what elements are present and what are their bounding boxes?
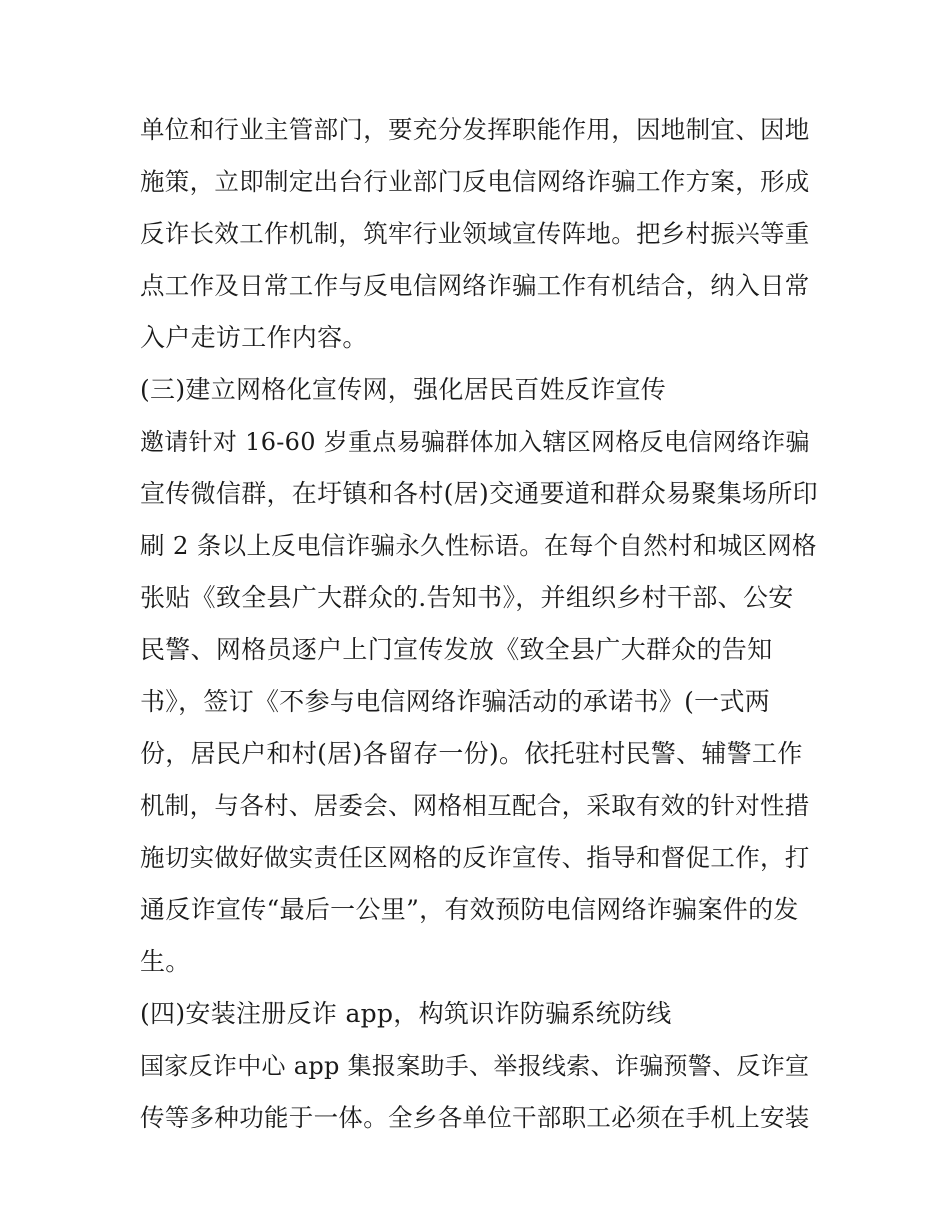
paragraph-line: 反诈长效工作机制，筑牢行业领域宣传阵地。把乡村振兴等重 [140,219,810,248]
paragraph-line: 书》，签订《不参与电信网络诈骗活动的承诺书》(一式两 [140,687,771,716]
paragraph-line: 生。 [140,947,191,976]
paragraph-line: 民警、网格员逐户上门宣传发放《致全县广大群众的告知 [140,635,773,664]
paragraph-line: 施策，立即制定出台行业部门反电信网络诈骗工作方案，形成 [140,167,810,196]
paragraph-line: 点工作及日常工作与反电信网络诈骗工作有机结合，纳入日常 [140,271,810,300]
paragraph-line: 刷 2 条以上反电信诈骗永久性标语。在每个自然村和城区网格 [140,531,817,560]
paragraph-line: 邀请针对 16-60 岁重点易骗群体加入辖区网格反电信网络诈骗 [140,428,810,456]
paragraph-line: 机制，与各村、居委会、网格相互配合，采取有效的针对性措 [140,791,810,820]
section-heading-3: (三)建立网格化宣传网，强化居民百姓反诈宣传 [140,375,667,404]
paragraph-line: 国家反诈中心 app 集报案助手、举报线索、诈骗预警、反诈宣 [140,1052,810,1080]
paragraph-line: 张贴《致全县广大群众的.告知书》，并组织乡村干部、公安 [140,583,794,612]
paragraph-line: 施切实做好做实责任区网格的反诈宣传、指导和督促工作，打 [140,843,810,872]
paragraph-line: 宣传微信群，在圩镇和各村(居)交通要道和群众易聚集场所印 [140,479,818,508]
paragraph-line: 份，居民户和村(居)各留存一份)。依托驻村民警、辅警工作 [140,739,803,768]
paragraph-line: 通反诈宣传“最后一公里”，有效预防电信网络诈骗案件的发 [140,895,799,924]
paragraph-line: 入户走访工作内容。 [140,323,368,352]
document-body [140,104,820,1144]
paragraph-line: 传等多种功能于一体。全乡各单位干部职工必须在手机上安装 [140,1103,810,1132]
paragraph-line: 单位和行业主管部门，要充分发挥职能作用，因地制宜、因地 [140,115,810,144]
section-heading-4: (四)安装注册反诈 app，构筑识诈防骗系统防线 [140,999,672,1028]
